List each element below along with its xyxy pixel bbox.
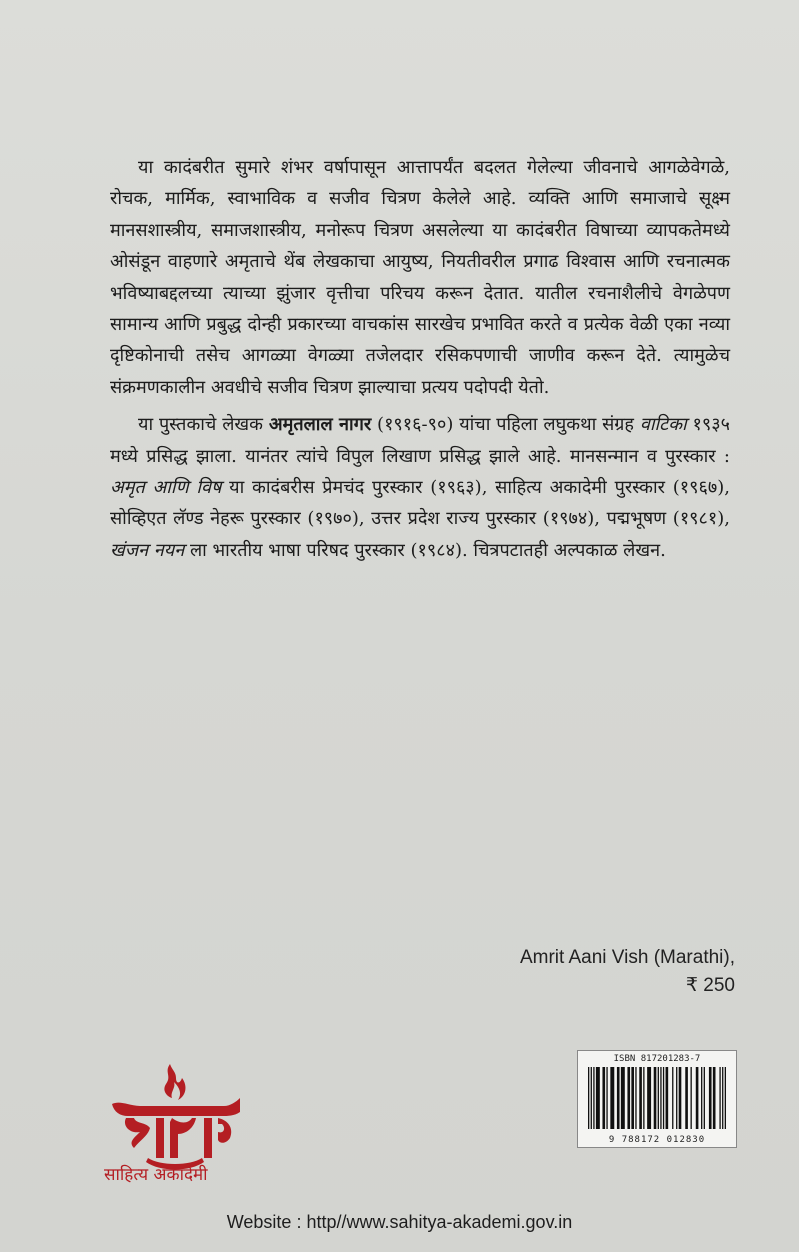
book-title-vatika: वाटिका — [639, 414, 687, 436]
barcode-bar — [701, 1067, 702, 1129]
barcode-bar — [596, 1067, 600, 1129]
blurb-paragraph-1: या कादंबरीत सुमारे शंभर वर्षापासून आत्तापर्यंत बदलत गेलेल्या जीवनाचे आगळेवेगळे, रोचक, मार्मिक, स्वाभाविक व सजीव चित्रण केलेले आहे. व्यक्ति आणि समाजाचे सूक्ष्म मानसशास्त्रीय, समाजशास्त्रीय, मनोरूप चित्रण असलेल्या या कादंबरीत विषाच्या व्यापकतेमध्ये ओसंडून वाहणारे अमृताचे थेंब लेखकाचा आयुष्य, नियतीवरील प्रगाढ विश्वास आणि रचनात्मक भविष्याबद्दलच्या त्याच्या झुंजार वृत्तीचा परिचय करून देतात. यातील रचनाशैलीचे वेगळेपण सामान्य आणि प्रबुद्ध दोन्ही प्रकारच्या वाचकांस सारखेच प्रभावित करते व प्रत्येक वेळी एका नव्या दृष्टिकोनाची तसेच आगळ्या वेगळ्या तजेलदार रसिकपणाची जाणीव करून देते. त्यामुळेच संक्रमणकालीन अवधीचे सजीव चित्रण झाल्याचा प्रत्यय पदोपदी येतो. — [110, 157, 730, 398]
book-price: ₹ 250 — [685, 975, 735, 996]
barcode-bar — [627, 1067, 630, 1129]
barcode-bar — [709, 1067, 712, 1129]
barcode-bar — [593, 1067, 594, 1129]
barcode-bar — [663, 1067, 664, 1129]
p2-text-c: १९३५ मध्ये प्रसिद्ध झाला. यानंतर त्यांचे विपुल लिखाण प्रसिद्ध झाले आहे. मानसन्मान व पुरस्कार : — [110, 414, 730, 467]
barcode-bar — [696, 1067, 699, 1129]
barcode-bar — [719, 1067, 720, 1129]
barcode-bar — [679, 1067, 682, 1129]
barcode-bar — [617, 1067, 620, 1129]
barcode-bar — [691, 1067, 692, 1129]
blurb-text — [110, 152, 730, 566]
barcode-bar — [713, 1067, 716, 1129]
barcode-bar — [639, 1067, 642, 1129]
author-name: अमृतलाल नागर — [268, 414, 372, 436]
barcode-bar — [722, 1067, 723, 1129]
p2-text-e: ला भारतीय भाषा परिषद पुरस्कार (१९८४). चित्रपटातही अल्पकाळ लेखन. — [184, 539, 666, 561]
sahitya-akademi-logo-icon — [100, 1062, 250, 1172]
barcode-bar — [602, 1067, 605, 1129]
barcode-bar — [631, 1067, 634, 1129]
barcode-bar — [647, 1067, 651, 1129]
p2-text-a: या पुस्तकाचे लेखक — [138, 414, 269, 436]
barcode-bar — [658, 1067, 659, 1129]
ean-number: 9 788172 012830 — [608, 1135, 706, 1145]
book-title-khanjan-nayan: खंजन नयन — [110, 539, 185, 561]
book-title-amrit-aani-vish: अमृत आणि विष — [110, 477, 222, 499]
barcode-bar — [685, 1067, 688, 1129]
barcode-bar — [610, 1067, 614, 1129]
p2-text-b: (१९१६-९०) यांचा पहिला लघुकथा संग्रह — [371, 414, 640, 436]
publisher-website: Website : http//www.sahitya-akademi.gov.in — [226, 1212, 573, 1232]
book-title: Amrit Aani Vish (Marathi), — [519, 947, 735, 968]
title-price-block — [520, 944, 735, 1000]
barcode-bar — [635, 1067, 636, 1129]
barcode-bar — [725, 1067, 726, 1129]
barcode-bar — [672, 1067, 673, 1129]
publisher-name: साहित्य अकादेमी — [104, 1165, 208, 1185]
barcode-bar — [606, 1067, 607, 1129]
isbn-barcode — [577, 1050, 737, 1148]
barcode-bar — [591, 1067, 592, 1129]
p2-text-d: या कादंबरीस प्रेमचंद पुरस्कार (१९६३), साहित्य अकादेमी पुरस्कार (१९६७), सोव्हिएत लॅण्ड नेहरू पुरस्कार (१९७०), उत्तर प्रदेश राज्य पुरस्कार (१९७४), पद्मभूषण (१९८१), — [110, 477, 730, 530]
isbn-label: ISBN 817201283-7 — [613, 1054, 701, 1064]
barcode-bar — [643, 1067, 644, 1129]
barcode-bar — [621, 1067, 625, 1129]
barcode-bar — [676, 1067, 677, 1129]
barcode-bar — [704, 1067, 705, 1129]
blurb-paragraph-2 — [110, 409, 730, 566]
barcode-bar — [588, 1067, 589, 1129]
barcode-bars — [588, 1067, 726, 1129]
barcode-bar — [660, 1067, 661, 1129]
barcode-bar — [666, 1067, 669, 1129]
barcode-bar — [654, 1067, 657, 1129]
